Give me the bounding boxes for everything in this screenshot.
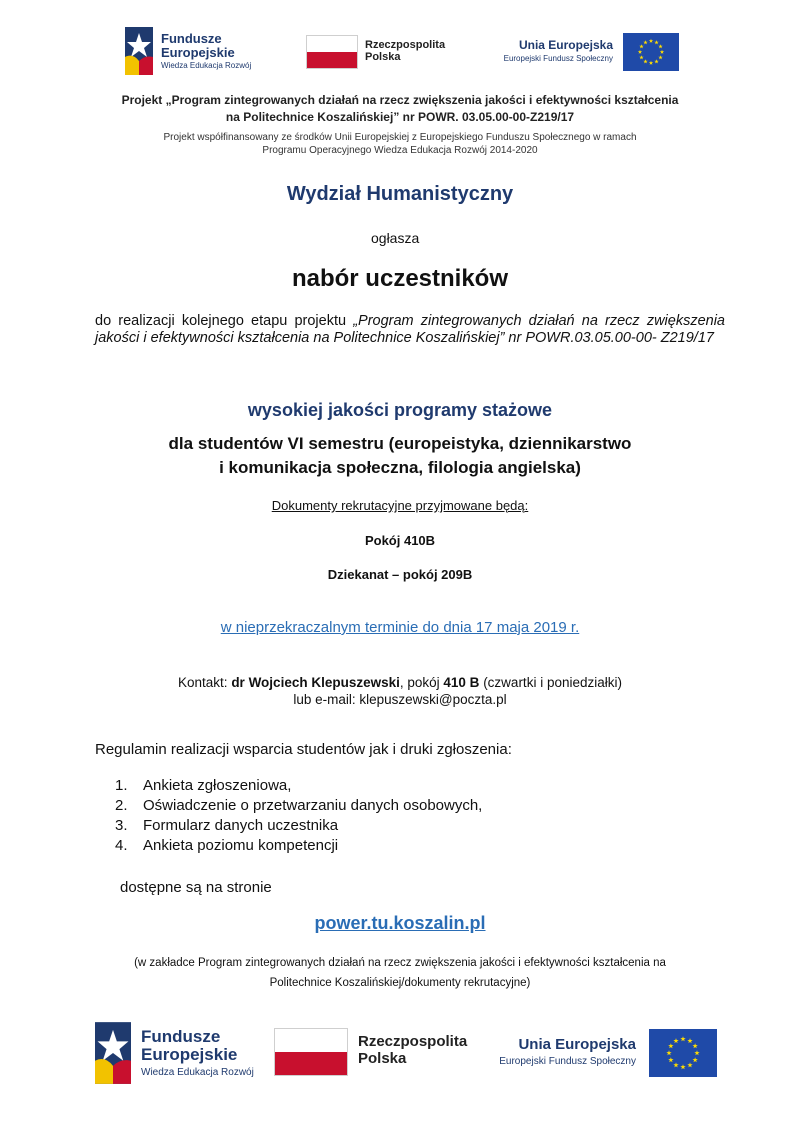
list-item: 2. Oświadczenie o przetwarzaniu danych osobowych, — [115, 797, 483, 814]
ue-text — [486, 1036, 636, 1067]
cofinance-note — [0, 131, 800, 157]
contact-name: dr Wojciech Klepuszewski — [231, 675, 400, 690]
ue-title: Unia Europejska — [518, 1036, 636, 1053]
contact-hours: (czwartki i poniedziałki) — [479, 675, 622, 690]
fe-title-1: Fundusze — [161, 30, 222, 46]
students-line-1: dla studentów VI semestru (europeistyka, dziennikarstwo — [168, 434, 632, 453]
list-item: 1. Ankieta zgłoszeniowa, — [115, 777, 292, 794]
rzeczpospolita-text — [358, 1034, 467, 1067]
contact-block — [0, 674, 800, 708]
students-heading — [0, 432, 800, 480]
project-title-line-2: na Politechnice Koszalińskiej” nr POWR. 03.05.00-00-Z219/17 — [225, 110, 575, 124]
available-text: dostępne są na stronie — [120, 879, 272, 896]
ue-subtitle: Europejski Fundusz Społeczny — [503, 54, 613, 63]
note-line-2: Politechnice Koszalińskiej/dokumenty rekrutacyjne) — [269, 977, 531, 989]
rzeczpospolita-text — [365, 39, 445, 63]
room-text: Pokój 410B — [364, 533, 436, 548]
list-item: 3. Formularz danych uczestnika — [115, 817, 339, 834]
documents-accepted: Dokumenty rekrutacyjne przyjmowane będą: — [271, 498, 529, 513]
ue-subtitle: Europejski Fundusz Społeczny — [499, 1056, 636, 1067]
eu-flag-icon — [649, 1029, 717, 1077]
regulations-text: Regulamin realizacji wsparcia studentów jak i druki zgłoszenia: — [95, 741, 512, 758]
ue-text — [497, 38, 613, 63]
bookmark-note — [0, 953, 800, 993]
project-paragraph — [95, 313, 725, 347]
fe-star-icon — [125, 27, 153, 75]
rp-line-1: Rzeczpospolita — [358, 1033, 468, 1050]
fundusze-europejskie-logo — [125, 27, 251, 75]
contact-room-pre: , pokój — [399, 675, 444, 690]
fe-subtitle: Wiedza Edukacja Rozwój — [141, 1066, 254, 1078]
project-title-line-1: Projekt „Program zintegrowanych działań na rzecz zwiększenia jakości i efektywności kształcenia — [121, 93, 679, 107]
paragraph-project-name: „Program zintegrowanych działań na rzecz zwiększenia jakości i efektywności kształcenia na Politechnice Koszalińskiej” nr POWR.03.05.00-00- Z219/17 — [95, 313, 725, 346]
programs-heading: wysokiej jakości programy stażowe — [247, 400, 553, 420]
cofinance-line-2: Programu Operacyjnego Wiedza Edukacja Rozwój 2014-2020 — [262, 145, 538, 156]
eu-flag-icon — [623, 33, 679, 71]
announces-text: ogłasza — [371, 230, 420, 246]
deanery-text: Dziekanat – pokój 209B — [327, 567, 473, 582]
polish-flag-icon — [274, 1028, 348, 1076]
rp-line-2: Polska — [358, 1049, 407, 1067]
paragraph-lead: do realizacji kolejnego etapu projektu — [95, 313, 354, 329]
fe-title-2: Europejskie — [141, 1045, 238, 1064]
contact-label: Kontakt: — [178, 675, 232, 690]
list-item: 4. Ankieta poziomu kompetencji — [115, 837, 339, 854]
polish-flag-icon — [306, 35, 358, 69]
fe-subtitle: Wiedza Edukacja Rozwój — [161, 61, 252, 71]
fe-title-2: Europejskie — [161, 44, 235, 60]
fundusze-europejskie-logo-bottom — [95, 1022, 254, 1084]
contact-room: 410 B — [443, 675, 480, 690]
rp-line-2: Polska — [365, 51, 401, 64]
website-link[interactable]: power.tu.koszalin.pl — [314, 913, 486, 933]
faculty-heading: Wydział Humanistyczny — [286, 183, 514, 205]
students-line-2: i komunikacja społeczna, filologia angielska) — [219, 458, 581, 477]
cofinance-line-1: Projekt współfinansowany ze środków Unii Europejskiej z Europejskiego Funduszu Społecznego w ramach — [163, 132, 637, 143]
note-line-1: (w zakładce Program zintegrowanych działań na rzecz zwiększenia jakości i efektywności kształcenia na — [134, 957, 666, 969]
documents-list — [115, 776, 482, 856]
recruitment-heading: nabór uczestników — [291, 265, 509, 292]
fe-star-icon — [95, 1022, 131, 1084]
top-logo-bar — [0, 0, 800, 85]
fe-title-1: Fundusze — [141, 1027, 221, 1047]
project-title — [0, 92, 800, 126]
deadline-text: w nieprzekraczalnym terminie do dnia 17 maja 2019 r. — [220, 619, 580, 636]
contact-email[interactable]: lub e-mail: klepuszewski@poczta.pl — [293, 692, 507, 707]
bottom-logo-bar — [0, 1010, 800, 1110]
ue-title: Unia Europejska — [518, 38, 613, 52]
rp-line-1: Rzeczpospolita — [365, 39, 446, 51]
